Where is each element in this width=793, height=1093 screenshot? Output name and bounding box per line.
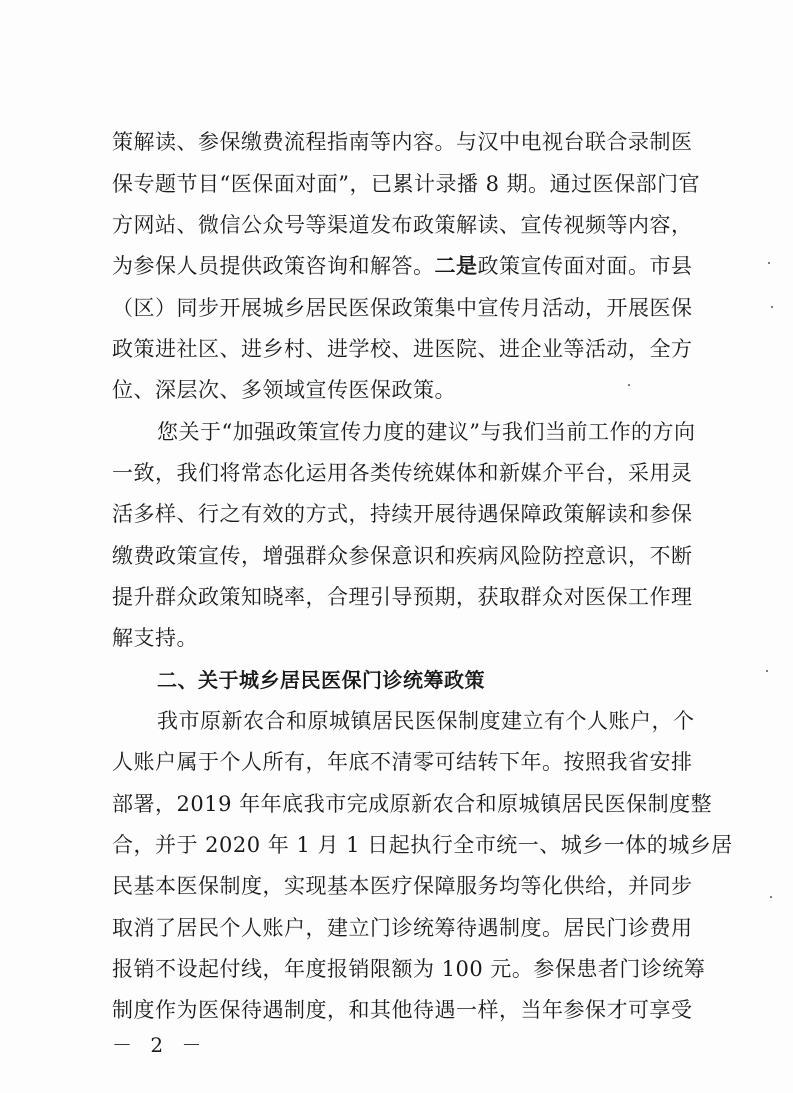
paragraph-start: 我市原新农合和原城镇居民医保制度建立有个人账户，个 <box>157 709 695 733</box>
body-line: 方网站、微信公众号等渠道发布政策解读、宣传视频等内容， <box>112 213 693 237</box>
bold-lead: 二是 <box>434 253 478 278</box>
body-line: 一致，我们将常态化运用各类传统媒体和新媒介平台，采用灵 <box>112 461 693 485</box>
scan-speck <box>770 896 772 898</box>
body-text: 为参保人员提供政策咨询和解答。 <box>112 254 435 278</box>
body-line: 提升群众政策知晓率，合理引导预期，获取群众对医保工作理 <box>112 585 693 609</box>
body-line: 制度作为医保待遇制度，和其他待遇一样，当年参保才可享受 <box>112 998 693 1022</box>
body-line: 取消了居民个人账户，建立门诊统筹待遇制度。居民门诊费用 <box>112 916 693 940</box>
body-line: 合，并于 2020 年 1 月 1 日起执行全市统一、城乡一体的城乡居 <box>112 833 733 857</box>
body-line: 民基本医保制度，实现基本医疗保障服务均等化供给，并同步 <box>112 874 693 898</box>
scan-speck <box>768 262 770 264</box>
body-text: 政策宣传面对面。市县 <box>477 254 693 278</box>
body-line: 解支持。 <box>112 626 198 650</box>
body-line: 策解读、参保缴费流程指南等内容。与汉中电视台联合录制医 <box>112 130 693 154</box>
scan-speck <box>628 384 630 386</box>
body-line: （区）同步开展城乡居民医保政策集中宣传月活动，开展医保 <box>112 296 693 320</box>
body-line-mixed <box>112 248 693 284</box>
page-number: － 2 － <box>112 1033 208 1057</box>
body-line: 政策进社区、进乡村、进学校、进医院、进企业等活动，全方 <box>112 337 693 361</box>
body-line: 报销不设起付线，年度报销限额为 100 元。参保患者门诊统筹 <box>112 957 706 981</box>
section-heading: 二、关于城乡居民医保门诊统筹政策 <box>157 668 485 692</box>
body-line: 活多样、行之有效的方式，持续开展待遇保障政策解读和参保 <box>112 502 693 526</box>
scan-speck <box>766 670 768 672</box>
paragraph-start: 您关于“加强政策宣传力度的建议”与我们当前工作的方向 <box>157 420 696 444</box>
body-line: 保专题节目“医保面对面”，已累计录播 8 期。通过医保部门官 <box>112 172 701 196</box>
body-line: 部署，2019 年年底我市完成原新农合和原城镇居民医保制度整 <box>112 792 713 816</box>
body-line: 人账户属于个人所有，年底不清零可结转下年。按照我省安排 <box>112 750 693 774</box>
scan-speck <box>771 306 773 308</box>
body-line: 位、深层次、多领域宣传医保政策。 <box>112 378 456 402</box>
body-line: 缴费政策宣传，增强群众参保意识和疾病风险防控意识，不断 <box>112 544 693 568</box>
